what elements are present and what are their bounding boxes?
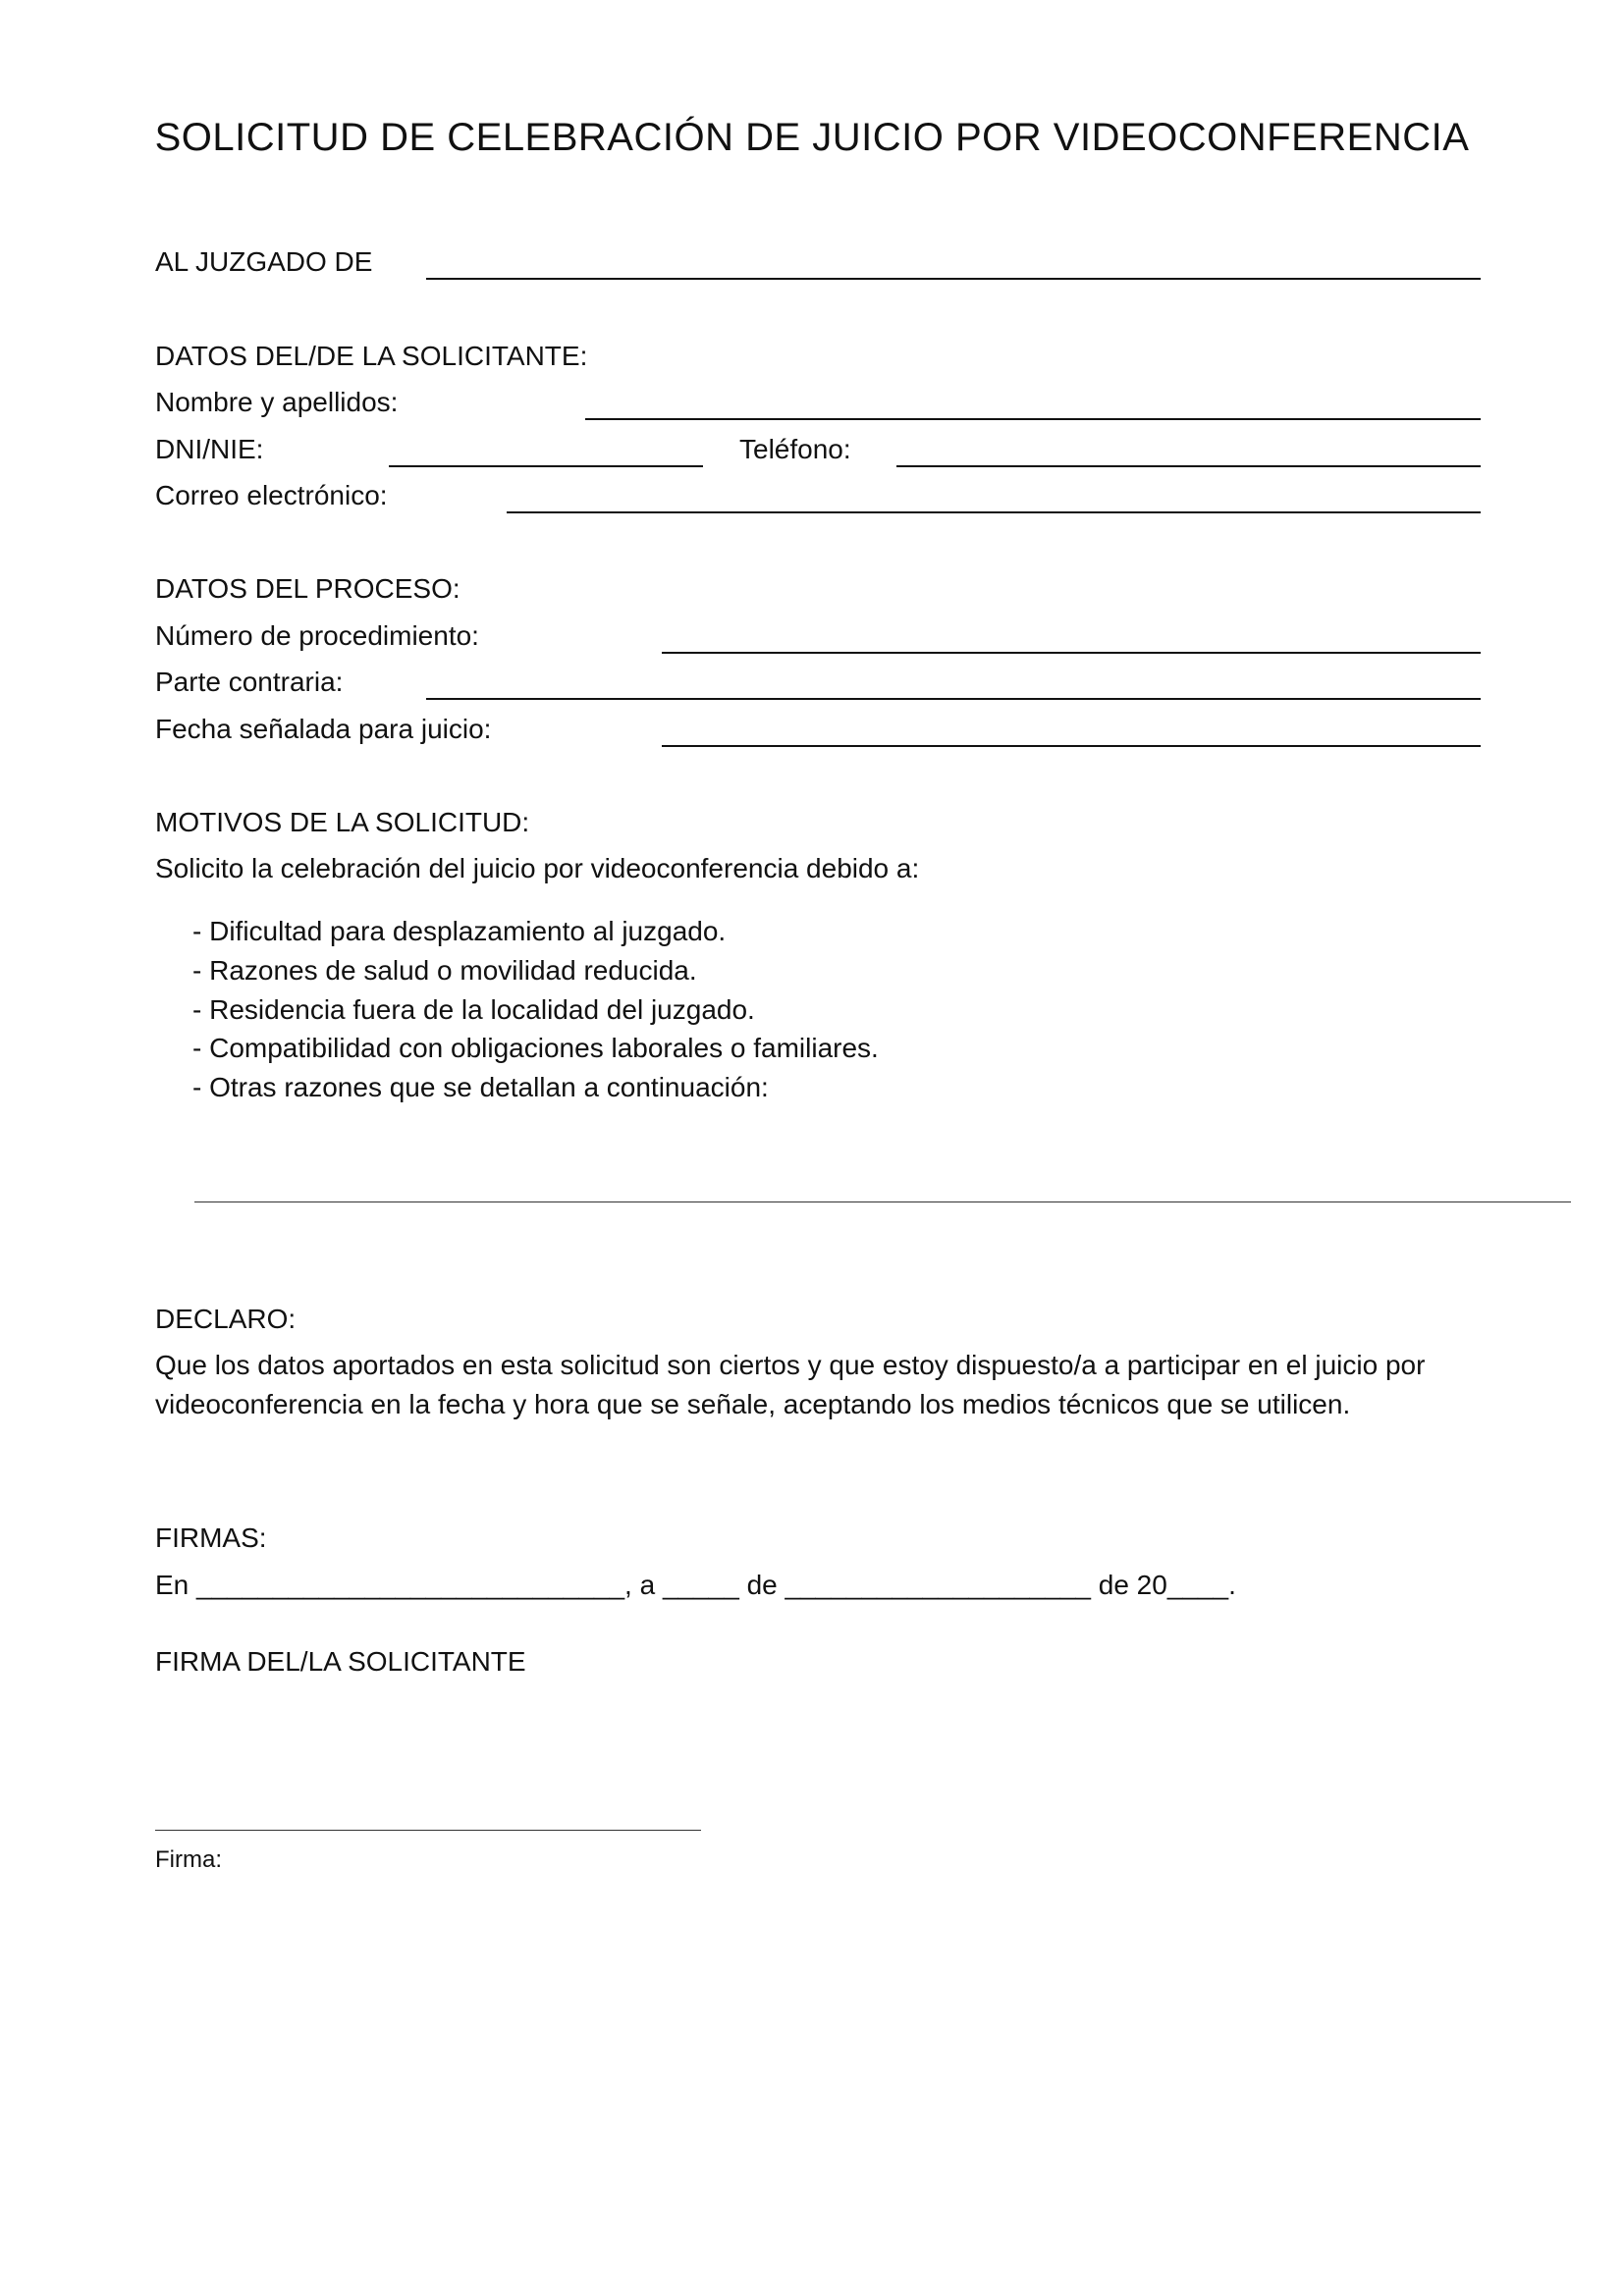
signatures-heading: FIRMAS:	[155, 1522, 267, 1553]
reason-item: - Razones de salud o movilidad reducida.	[192, 955, 697, 986]
court-label: AL JUZGADO DE	[155, 246, 373, 277]
reasons-heading: MOTIVOS DE LA SOLICITUD:	[155, 807, 530, 837]
place-date-line[interactable]: En ____________________________, a _____ de ____________________ de 20____.	[155, 1570, 1236, 1600]
declaration-line: videoconferencia en la fecha y hora que se señale, aceptando los medios técnicos que se utilicen.	[155, 1389, 1351, 1419]
declaration-line: Que los datos aportados en esta solicitud son ciertos y que estoy dispuesto/a a participar en el juicio por	[155, 1350, 1426, 1380]
declaration-text	[155, 1346, 1481, 1424]
reason-item: - Residencia fuera de la localidad del juzgado.	[192, 994, 755, 1025]
court-field[interactable]	[426, 278, 1481, 280]
reason-item: - Compatibilidad con obligaciones laborales o familiares.	[192, 1033, 879, 1063]
name-label: Nombre y apellidos:	[155, 387, 399, 417]
reason-item: - Dificultad para desplazamiento al juzgado.	[192, 916, 727, 946]
trial-date-field[interactable]	[662, 745, 1481, 747]
procedure-label: Número de procedimiento:	[155, 620, 479, 651]
phone-label: Teléfono:	[739, 434, 851, 464]
procedure-field[interactable]	[662, 652, 1481, 654]
opposing-label: Parte contraria:	[155, 667, 344, 697]
signature-line[interactable]	[155, 1830, 701, 1831]
signature-caption: Firma:	[155, 1846, 222, 1873]
opposing-field[interactable]	[426, 698, 1481, 700]
declaration-heading: DECLARO:	[155, 1304, 297, 1334]
signer-label: FIRMA DEL/LA SOLICITANTE	[155, 1646, 526, 1677]
email-label: Correo electrónico:	[155, 480, 388, 510]
id-field[interactable]	[389, 465, 703, 467]
document-title: SOLICITUD DE CELEBRACIÓN DE JUICIO POR VIDEOCONFERENCIA	[154, 116, 1470, 159]
other-reasons-field[interactable]	[194, 1201, 1571, 1202]
reason-item: - Otras razones que se detallan a continuación:	[192, 1072, 769, 1102]
id-label: DNI/NIE:	[155, 434, 264, 464]
applicant-heading: DATOS DEL/DE LA SOLICITANTE:	[155, 341, 588, 371]
reasons-intro: Solicito la celebración del juicio por videoconferencia debido a:	[155, 853, 920, 883]
name-field[interactable]	[585, 418, 1481, 420]
phone-field[interactable]	[896, 465, 1481, 467]
process-heading: DATOS DEL PROCESO:	[155, 573, 460, 604]
email-field[interactable]	[507, 511, 1481, 513]
trial-date-label: Fecha señalada para juicio:	[155, 714, 492, 744]
